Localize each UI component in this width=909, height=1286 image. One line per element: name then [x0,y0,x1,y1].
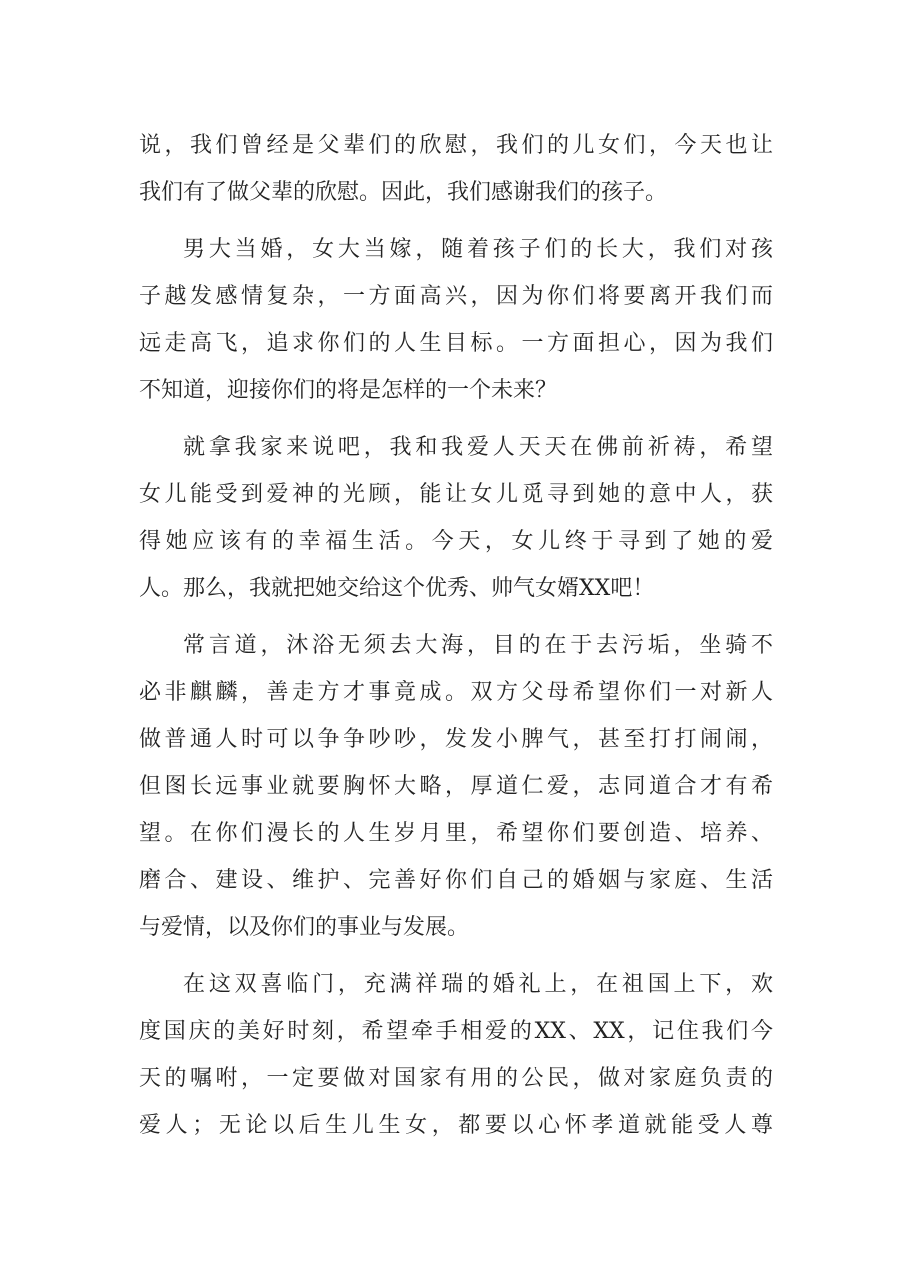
text-line: 就拿我家来说吧，我和我爱人天天在佛前祈祷，希望 [183,435,773,460]
text-line: 女儿能受到爱神的光顾，能让女儿觅寻到她的意中人，获 [139,482,773,507]
text-line: 爱人；无论以后生儿生女，都要以心怀孝道就能受人尊 [139,1113,773,1138]
text-line: 子越发感情复杂，一方面高兴，因为你们将要离开我们而 [139,284,773,309]
paragraph-2 [139,226,773,414]
paragraph-5 [139,961,773,1149]
text-line: 人。那么，我就把她交给这个优秀、帅气女婿XX吧！ [139,576,655,601]
text-line: 说，我们曾经是父辈们的欣慰，我们的儿女们，今天也让 [139,133,773,158]
text-line: 天的嘱咐，一定要做对国家有用的公民，做对家庭负责的 [139,1066,773,1091]
text-line: 远走高飞，追求你们的人生目标。一方面担心，因为我们 [139,331,773,356]
text-line: 在这双喜临门，充满祥瑞的婚礼上，在祖国上下，欢 [183,972,773,997]
text-line: 做普通人时可以争争吵吵，发发小脾气，甚至打打闹闹， [139,727,773,752]
text-line: 但图长远事业就要胸怀大略，厚道仁爱，志同道合才有希 [139,774,773,799]
text-line: 必非麒麟，善走方才事竟成。双方父母希望你们一对新人 [139,680,773,705]
text-line: 磨合、建设、维护、完善好你们自己的婚姻与家庭、生活 [139,868,773,893]
text-line: 不知道，迎接你们的将是怎样的一个未来？ [139,378,558,403]
document-body [139,122,773,1159]
text-line: 男大当婚，女大当嫁，随着孩子们的长大，我们对孩 [183,237,773,262]
text-line: 与爱情，以及你们的事业与发展。 [139,915,470,940]
text-line: 望。在你们漫长的人生岁月里，希望你们要创造、培养、 [139,821,773,846]
text-line: 常言道，沐浴无须去大海，目的在于去污垢，坐骑不 [183,633,773,658]
text-line: 我们有了做父辈的欣慰。因此，我们感谢我们的孩子。 [139,180,668,205]
text-line: 度国庆的美好时刻，希望牵手相爱的XX、XX，记住我们今 [139,1019,773,1044]
paragraph-3 [139,424,773,612]
paragraph-4 [139,622,773,951]
text-line: 得她应该有的幸福生活。今天，女儿终于寻到了她的爱 [139,529,773,554]
paragraph-1 [139,122,773,216]
